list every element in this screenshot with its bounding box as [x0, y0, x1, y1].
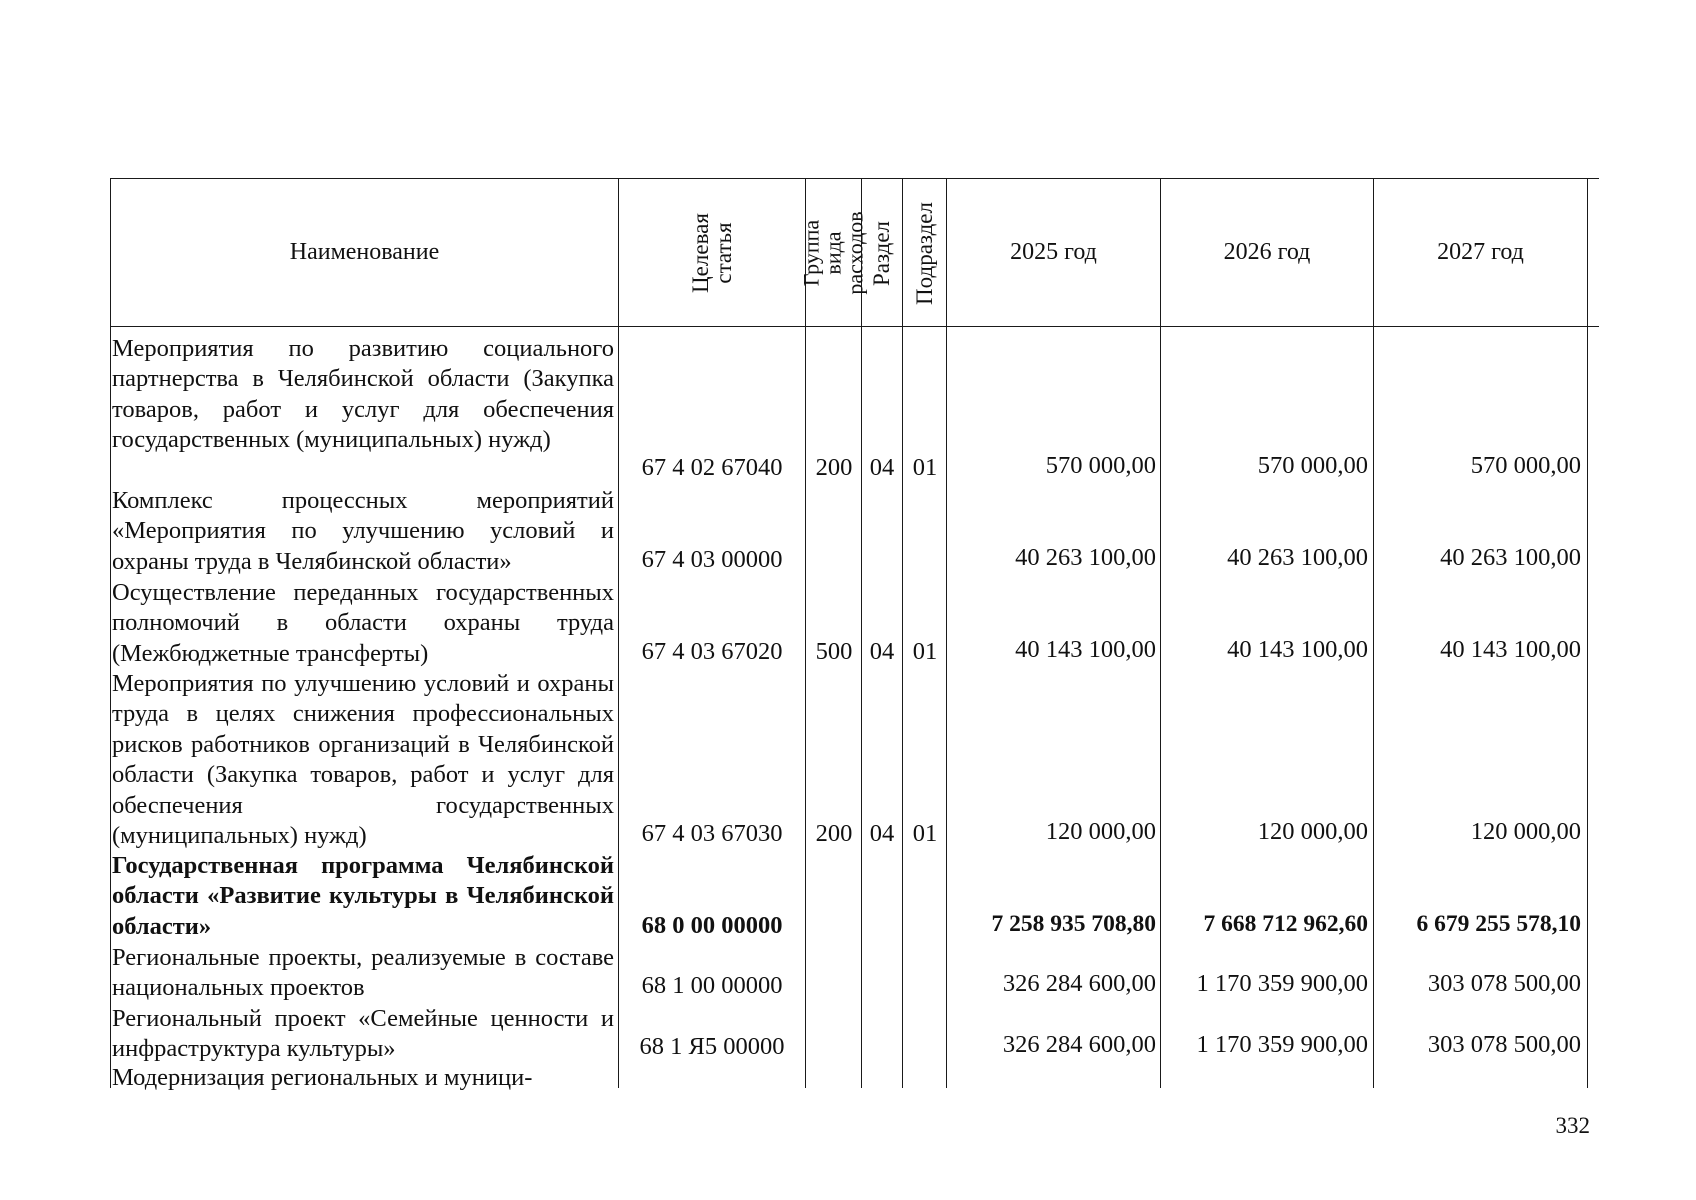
row-section: 04: [869, 820, 895, 847]
col-rule-subsection: [902, 178, 903, 1088]
row-expense-group: 500: [815, 638, 853, 665]
row-amount-2025: 40 263 100,00: [1015, 544, 1156, 571]
row-amount-2027: 120 000,00: [1470, 818, 1581, 845]
header-expense-group: [798, 180, 868, 326]
row-target-code: 68 0 00 00000: [641, 912, 783, 939]
row-name: Модернизация региональных и муници-: [112, 1064, 533, 1091]
col-rule-code: [618, 178, 619, 1088]
row-amount-2025: 40 143 100,00: [1015, 636, 1156, 663]
row-subsection: 01: [912, 454, 938, 481]
header-2025: 2025 год: [1010, 239, 1097, 266]
header-expense-group-text: Группа вида расходов: [798, 211, 868, 295]
row-amount-2026: 40 143 100,00: [1227, 636, 1368, 663]
page-number: 332: [1555, 1113, 1590, 1138]
table-right-border: [1587, 178, 1588, 1088]
row-amount-2025: 7 258 935 708,80: [991, 911, 1156, 937]
row-section: 04: [869, 454, 895, 481]
row-target-code: 67 4 02 67040: [641, 454, 783, 481]
row-amount-2027: 40 263 100,00: [1440, 544, 1581, 571]
row-expense-group: 200: [815, 820, 853, 847]
col-rule-group: [805, 178, 806, 1088]
row-amount-2026: 570 000,00: [1257, 452, 1368, 479]
row-amount-2027: 303 078 500,00: [1427, 1031, 1581, 1058]
row-name: Мероприятия по улучшению условий и охраны труда в целях снижения профессиональных рисков работников организаций в Челябинской области (Закупка товаров, работ и услуг для обеспечения государственных (муниципальных) нужд): [112, 670, 614, 850]
row-name: Комплекс процессных мероприятий «Мероприятия по улучшению условий и охраны труда в Челябинской области»: [112, 487, 614, 575]
row-amount-2026: 120 000,00: [1257, 818, 1368, 845]
header-2027: 2027 год: [1437, 239, 1524, 266]
col-rule-section: [861, 178, 862, 1088]
row-target-code: 67 4 03 67020: [641, 638, 783, 665]
row-amount-2026: 40 263 100,00: [1227, 544, 1368, 571]
header-2026: 2026 год: [1223, 239, 1311, 266]
row-target-code: 67 4 03 67030: [641, 820, 783, 847]
header-section-text: Раздел: [869, 220, 895, 286]
table-top-border: [110, 178, 1599, 179]
row-target-code: 68 1 00 00000: [641, 972, 783, 999]
col-rule-2027: [1373, 178, 1374, 1088]
header-subsection-text: Подраздел: [912, 201, 938, 305]
col-rule-2025: [946, 178, 947, 1088]
row-amount-2026: 1 170 359 900,00: [1196, 970, 1368, 997]
row-amount-2027: 303 078 500,00: [1427, 970, 1581, 997]
row-name-program: Государственная программа Челябинской области «Развитие культуры в Челябинской области»: [112, 852, 614, 940]
row-expense-group: 200: [815, 454, 853, 481]
row-amount-2026: 7 668 712 962,60: [1203, 911, 1368, 937]
row-section: 04: [869, 638, 895, 665]
row-name: Региональные проекты, реализуемые в составе национальных проектов: [112, 944, 614, 1002]
row-name: Региональный проект «Семейные ценности и инфраструктура культуры»: [112, 1005, 614, 1063]
header-target-article-text: Целевая статья: [688, 213, 736, 293]
col-rule-2026: [1160, 178, 1161, 1088]
row-amount-2025: 120 000,00: [1045, 818, 1156, 845]
row-amount-2025: 326 284 600,00: [1002, 970, 1156, 997]
row-target-code: 67 4 03 00000: [641, 546, 783, 573]
header-subsection: [904, 180, 945, 326]
row-target-code: 68 1 Я5 00000: [639, 1033, 785, 1060]
row-subsection: 01: [912, 638, 938, 665]
header-target-article: [620, 180, 804, 326]
row-amount-2027: 570 000,00: [1470, 452, 1581, 479]
row-amount-2026: 1 170 359 900,00: [1196, 1031, 1368, 1058]
header-section: [863, 180, 901, 326]
row-subsection: 01: [912, 820, 938, 847]
row-name: Осуществление переданных государственных полномочий в области охраны труда (Межбюджетные трансферты): [112, 579, 614, 667]
row-name: Мероприятия по развитию социального партнерства в Челябинской области (Закупка товаров, работ и услуг для обеспечения государственных (муниципальных) нужд): [112, 335, 614, 454]
row-amount-2025: 326 284 600,00: [1002, 1031, 1156, 1058]
row-amount-2025: 570 000,00: [1045, 452, 1156, 479]
row-amount-2027: 40 143 100,00: [1440, 636, 1581, 663]
table-left-border: [110, 178, 111, 1088]
row-amount-2027: 6 679 255 578,10: [1416, 911, 1581, 937]
header-name: Наименование: [289, 239, 440, 266]
header-bottom-border: [110, 326, 1599, 327]
